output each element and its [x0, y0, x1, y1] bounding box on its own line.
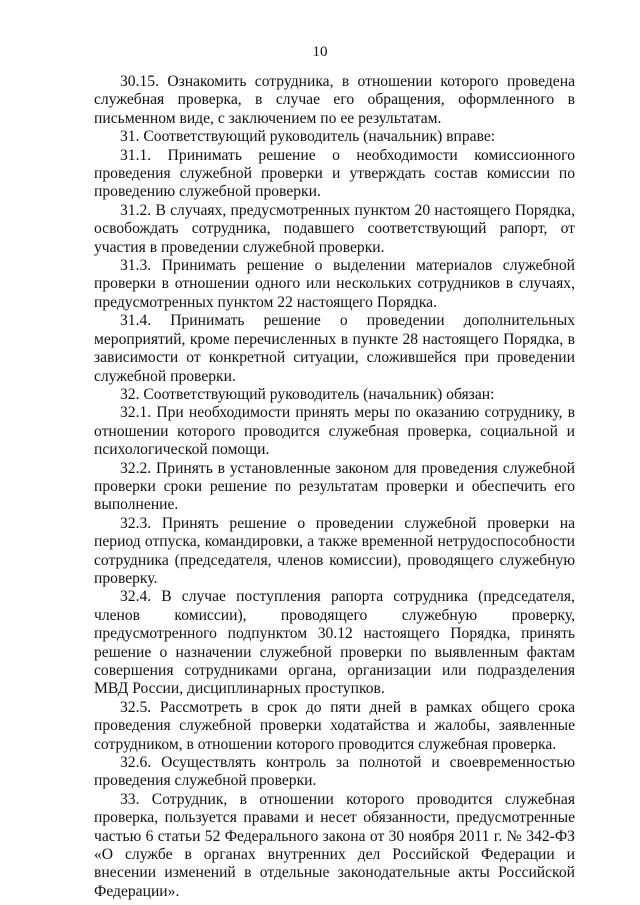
paragraph-32-2: 32.2. Принять в установленные законом для проведения служебной проверки сроки решение по результатам проверки и обеспечить его выполнение. — [94, 459, 575, 514]
paragraph-32-4: 32.4. В случае поступления рапорта сотрудника (председателя, членов комиссии), проводящего служебную проверку, предусмотренного подпунктом 30.12 настоящего Порядка, принять решение о назначении служебной проверки по выявленным фактам совершения сотрудниками органа, организации или подразделения МВД России, дисциплинарных проступков. — [94, 588, 575, 698]
paragraph-31-4: 31.4. Принимать решение о проведении дополнительных мероприятий, кроме перечисленных в пункте 28 настоящего Порядка, в зависимости от конкретной ситуации, сложившейся при проведении служебной проверки. — [94, 312, 575, 385]
paragraph-31-3: 31.3. Принимать решение о выделении материалов служебной проверки в отношении одного или нескольких сотрудников в случаях, предусмотренных пунктом 22 настоящего Порядка. — [94, 257, 575, 311]
document-body — [94, 73, 575, 901]
paragraph-32-3: 32.3. Принять решение о проведении служебной проверки на период отпуска, командировки, а также временной нетрудоспособности сотрудника (председателя, членов комиссии), проводящего служебную проверку. — [94, 514, 575, 587]
page-number: 10 — [312, 44, 328, 60]
paragraph-32-1: 32.1. При необходимости принять меры по оказанию сотруднику, в отношении которого проводится служебная проверка, социальной и психологической помощи. — [94, 404, 575, 459]
paragraph-31-2: 31.2. В случаях, предусмотренных пунктом 20 настоящего Порядка, освобождать сотрудника, подавшего соответствующий рапорт, от участия в проведении служебной проверки. — [94, 201, 575, 256]
paragraph-32-6: 32.6. Осуществлять контроль за полнотой и своевременностью проведения служебной проверки. — [94, 754, 575, 790]
paragraph-32-5: 32.5. Рассмотреть в срок до пяти дней в рамках общего срока проведения служебной проверки ходатайства и жалобы, заявленные сотрудником, в отношении которого проводится служебная проверка. — [94, 698, 575, 753]
paragraph-30-15: 30.15. Ознакомить сотрудника, в отношении которого проведена служебная проверка, в случае его обращения, оформленного в письменном виде, с заключением по ее результатам. — [94, 73, 575, 127]
paragraph-32: 32. Соответствующий руководитель (начальник) обязан: — [120, 385, 495, 403]
paragraph-31-1: 31.1. Принимать решение о необходимости комиссионного проведения служебной проверки и утверждать состав комиссии по проведению служебной проверки. — [94, 146, 575, 201]
paragraph-31: 31. Соответствующий руководитель (начальник) вправе: — [120, 128, 496, 146]
paragraph-33: 33. Сотрудник, в отношении которого проводится служебная проверка, пользуется правами и несет обязанности, предусмотренные частью 6 статьи 52 Федерального закона от 30 ноября 2011 г. № 342-ФЗ «О службе в органах внутренних дел Российской Федерации и внесении изменений в отдельные законодательные акты Российской Федерации». — [94, 790, 575, 900]
